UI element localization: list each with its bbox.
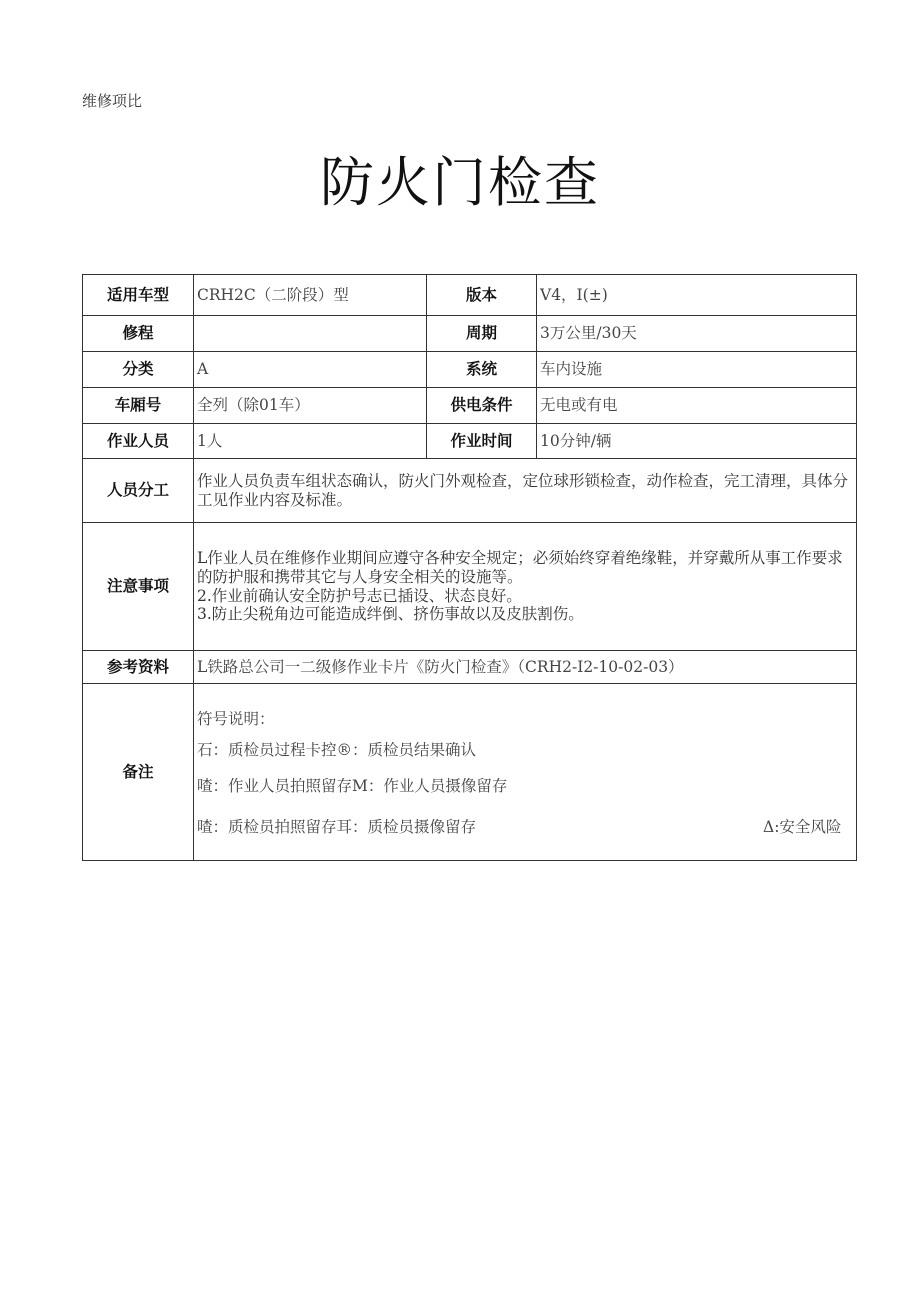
header-note: 维修项比 [82,92,143,110]
time-label: 作业时间 [427,424,537,459]
remarks-line: 符号说明： [197,710,275,728]
reference-label: 参考资料 [83,651,194,684]
system-value: 车内设施 [537,352,857,388]
time-value: 10分钟/辆 [537,424,857,459]
version-label: 版本 [427,275,537,316]
category-label: 分类 [83,352,194,388]
remarks-line: 石：质检员过程卡控®：质检员结果确认 [197,741,477,759]
table-row [83,352,857,388]
applicable-model-value: CRH2C（二阶段）型 [194,275,427,316]
table-row [83,316,857,352]
staff-value: 1人 [194,424,427,459]
remarks-line-text: 喳：质检员拍照留存耳：质检员摄像留存 [197,818,477,836]
document-title: 防火门检查 [320,151,600,214]
table-row [83,275,857,316]
table-row [83,424,857,459]
caution-item: 2.作业前确认安全防护号志已插设、状态良好。 [197,586,522,605]
car-no-label: 车厢号 [83,388,194,424]
info-table [82,274,857,861]
table-row [83,388,857,424]
caution-label: 注意事项 [83,523,194,651]
repair-label: 修程 [83,316,194,352]
risk-legend: Δ:安全风险 [763,818,842,836]
table-row [83,684,857,861]
caution-list [194,523,857,651]
remarks-line [197,806,853,848]
power-value: 无电或有电 [537,388,857,424]
table-row [83,523,857,651]
remarks-content [194,684,857,861]
staff-label: 作业人员 [83,424,194,459]
table-row [83,651,857,684]
division-label: 人员分工 [83,459,194,523]
division-text: 作业人员负责车组状态确认，防火门外观检查，定位球形锁检查，动作检查，完工清理，具体分工见作业内容及标准。 [197,471,849,509]
power-label: 供电条件 [427,388,537,424]
remarks-line: 喳：作业人员拍照留存M：作业人员摄像留存 [197,777,508,795]
remarks-label: 备注 [83,684,194,861]
caution-item: L作业人员在维修作业期间应遵守各种安全规定；必须始终穿着绝缘鞋，并穿戴所从事工作要求的防护服和携带其它与人身安全相关的设施等。 [197,549,843,586]
repair-value [194,316,427,352]
category-value: A [194,352,427,388]
cycle-label: 周期 [427,316,537,352]
caution-item: 3.防止尖税角边可能造成绊倒、挤伤事故以及皮肤割伤。 [197,605,584,624]
cycle-value: 3万公里/30天 [537,316,857,352]
table-row [83,459,857,523]
division-value [194,459,857,523]
car-no-value: 全列（除01车） [194,388,427,424]
version-value: V4，I(±) [537,275,857,316]
reference-value: L铁路总公司一二级修作业卡片《防火门检查》（CRH2-I2-10-02-03） [194,651,857,684]
system-label: 系统 [427,352,537,388]
applicable-model-label: 适用车型 [83,275,194,316]
